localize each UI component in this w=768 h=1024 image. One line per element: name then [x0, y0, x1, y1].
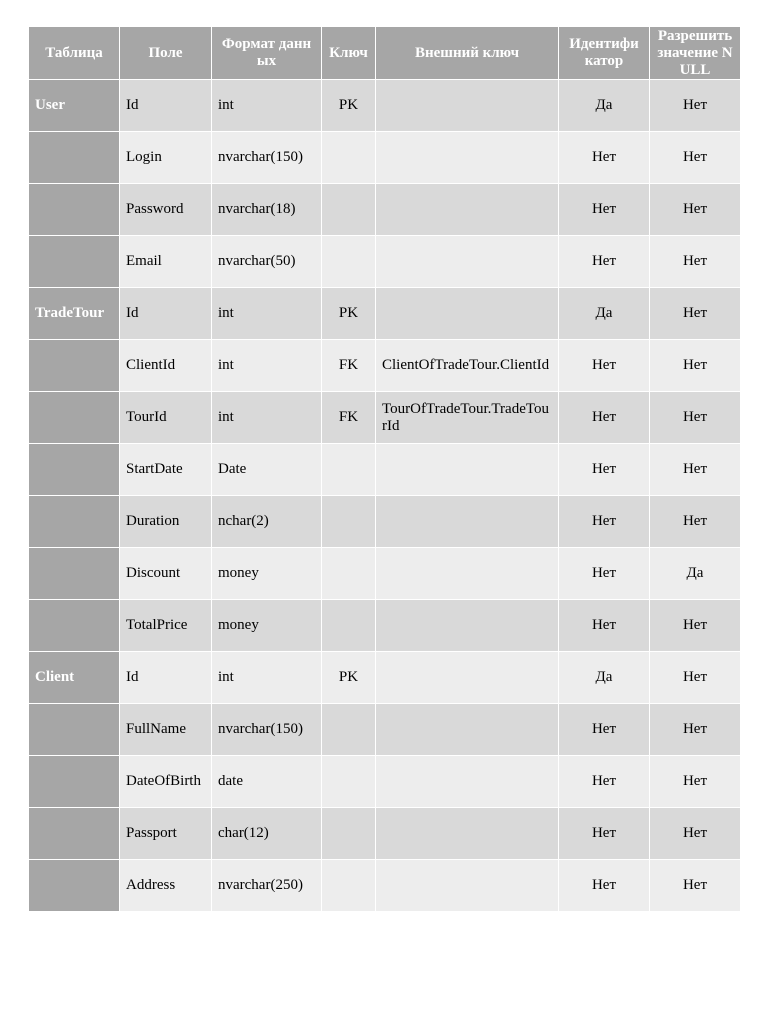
- cell-datatype: Date: [212, 444, 322, 496]
- cell-identity: Нет: [559, 444, 650, 496]
- cell-nullable: Нет: [650, 808, 741, 860]
- cell-nullable: Нет: [650, 184, 741, 236]
- cell-field: Duration: [120, 496, 212, 548]
- cell-table: [29, 236, 120, 288]
- cell-foreign-key: [376, 184, 559, 236]
- cell-field: Address: [120, 860, 212, 912]
- schema-table: [28, 26, 741, 912]
- cell-key: FK: [322, 392, 376, 444]
- cell-datatype: nvarchar(50): [212, 236, 322, 288]
- cell-field: Login: [120, 132, 212, 184]
- table-row: [29, 704, 741, 756]
- cell-nullable: Нет: [650, 132, 741, 184]
- cell-table: [29, 600, 120, 652]
- cell-datatype: int: [212, 80, 322, 132]
- cell-foreign-key: [376, 132, 559, 184]
- cell-table: User: [29, 80, 120, 132]
- cell-nullable: Нет: [650, 496, 741, 548]
- cell-identity: Нет: [559, 860, 650, 912]
- cell-key: PK: [322, 80, 376, 132]
- cell-nullable: Нет: [650, 340, 741, 392]
- cell-foreign-key: [376, 496, 559, 548]
- cell-foreign-key: [376, 808, 559, 860]
- table-row: [29, 288, 741, 340]
- cell-foreign-key: [376, 444, 559, 496]
- cell-datatype: int: [212, 652, 322, 704]
- cell-field: TourId: [120, 392, 212, 444]
- cell-identity: Нет: [559, 340, 650, 392]
- cell-field: Id: [120, 80, 212, 132]
- table-row: [29, 132, 741, 184]
- table-row: [29, 548, 741, 600]
- cell-nullable: Нет: [650, 288, 741, 340]
- cell-datatype: nvarchar(18): [212, 184, 322, 236]
- cell-foreign-key: [376, 548, 559, 600]
- cell-identity: Нет: [559, 704, 650, 756]
- cell-identity: Нет: [559, 392, 650, 444]
- cell-datatype: nvarchar(150): [212, 132, 322, 184]
- cell-key: PK: [322, 288, 376, 340]
- table-row: [29, 652, 741, 704]
- table-row: [29, 496, 741, 548]
- cell-field: TotalPrice: [120, 600, 212, 652]
- cell-table: [29, 132, 120, 184]
- cell-table: [29, 808, 120, 860]
- table-row: [29, 80, 741, 132]
- cell-identity: Нет: [559, 756, 650, 808]
- cell-foreign-key: [376, 704, 559, 756]
- cell-nullable: Нет: [650, 80, 741, 132]
- cell-field: Password: [120, 184, 212, 236]
- cell-key: [322, 548, 376, 600]
- header-foreign-key: Внешний ключ: [376, 27, 559, 80]
- cell-field: Id: [120, 652, 212, 704]
- cell-table: [29, 704, 120, 756]
- table-row: [29, 860, 741, 912]
- cell-key: [322, 860, 376, 912]
- cell-key: [322, 444, 376, 496]
- cell-identity: Нет: [559, 600, 650, 652]
- cell-key: [322, 756, 376, 808]
- cell-field: FullName: [120, 704, 212, 756]
- cell-identity: Нет: [559, 808, 650, 860]
- cell-field: Discount: [120, 548, 212, 600]
- cell-field: StartDate: [120, 444, 212, 496]
- cell-nullable: Нет: [650, 236, 741, 288]
- header-datatype: Формат данных: [212, 27, 322, 80]
- cell-datatype: date: [212, 756, 322, 808]
- cell-table: [29, 340, 120, 392]
- cell-foreign-key: ClientOfTradeTour.ClientId: [376, 340, 559, 392]
- table-row: [29, 756, 741, 808]
- table-row: [29, 340, 741, 392]
- cell-key: PK: [322, 652, 376, 704]
- cell-datatype: nvarchar(250): [212, 860, 322, 912]
- cell-table: [29, 756, 120, 808]
- table-row: [29, 236, 741, 288]
- cell-table: TradeTour: [29, 288, 120, 340]
- cell-foreign-key: [376, 652, 559, 704]
- cell-table: Client: [29, 652, 120, 704]
- cell-table: [29, 444, 120, 496]
- table-row: [29, 600, 741, 652]
- table-row: [29, 808, 741, 860]
- cell-datatype: int: [212, 340, 322, 392]
- cell-nullable: Нет: [650, 652, 741, 704]
- cell-identity: Нет: [559, 496, 650, 548]
- cell-field: DateOfBirth: [120, 756, 212, 808]
- cell-identity: Нет: [559, 236, 650, 288]
- cell-datatype: money: [212, 548, 322, 600]
- cell-table: [29, 860, 120, 912]
- cell-nullable: Нет: [650, 600, 741, 652]
- cell-datatype: money: [212, 600, 322, 652]
- cell-nullable: Нет: [650, 860, 741, 912]
- cell-datatype: nchar(2): [212, 496, 322, 548]
- cell-key: [322, 236, 376, 288]
- header-table: Таблица: [29, 27, 120, 80]
- cell-table: [29, 496, 120, 548]
- cell-identity: Да: [559, 288, 650, 340]
- table-row: [29, 444, 741, 496]
- table-row: [29, 392, 741, 444]
- header-key: Ключ: [322, 27, 376, 80]
- cell-identity: Нет: [559, 132, 650, 184]
- header-row: [29, 27, 741, 80]
- header-nullable: Разрешить значение NULL: [650, 27, 741, 80]
- cell-identity: Нет: [559, 548, 650, 600]
- cell-datatype: nvarchar(150): [212, 704, 322, 756]
- cell-field: ClientId: [120, 340, 212, 392]
- cell-field: Passport: [120, 808, 212, 860]
- cell-nullable: Нет: [650, 756, 741, 808]
- cell-foreign-key: [376, 288, 559, 340]
- cell-key: [322, 704, 376, 756]
- cell-identity: Да: [559, 80, 650, 132]
- header-field: Поле: [120, 27, 212, 80]
- cell-identity: Да: [559, 652, 650, 704]
- cell-nullable: Нет: [650, 704, 741, 756]
- table-row: [29, 184, 741, 236]
- cell-table: [29, 548, 120, 600]
- cell-foreign-key: [376, 860, 559, 912]
- cell-key: [322, 132, 376, 184]
- cell-nullable: Нет: [650, 392, 741, 444]
- cell-nullable: Да: [650, 548, 741, 600]
- cell-foreign-key: TourOfTradeTour.TradeTourId: [376, 392, 559, 444]
- cell-foreign-key: [376, 756, 559, 808]
- cell-key: [322, 496, 376, 548]
- cell-key: [322, 600, 376, 652]
- cell-field: Id: [120, 288, 212, 340]
- cell-key: FK: [322, 340, 376, 392]
- cell-table: [29, 184, 120, 236]
- cell-key: [322, 808, 376, 860]
- cell-foreign-key: [376, 236, 559, 288]
- cell-foreign-key: [376, 80, 559, 132]
- cell-foreign-key: [376, 600, 559, 652]
- cell-table: [29, 392, 120, 444]
- cell-field: Email: [120, 236, 212, 288]
- header-identity: Идентификатор: [559, 27, 650, 80]
- cell-key: [322, 184, 376, 236]
- cell-datatype: char(12): [212, 808, 322, 860]
- cell-datatype: int: [212, 392, 322, 444]
- cell-datatype: int: [212, 288, 322, 340]
- cell-identity: Нет: [559, 184, 650, 236]
- cell-nullable: Нет: [650, 444, 741, 496]
